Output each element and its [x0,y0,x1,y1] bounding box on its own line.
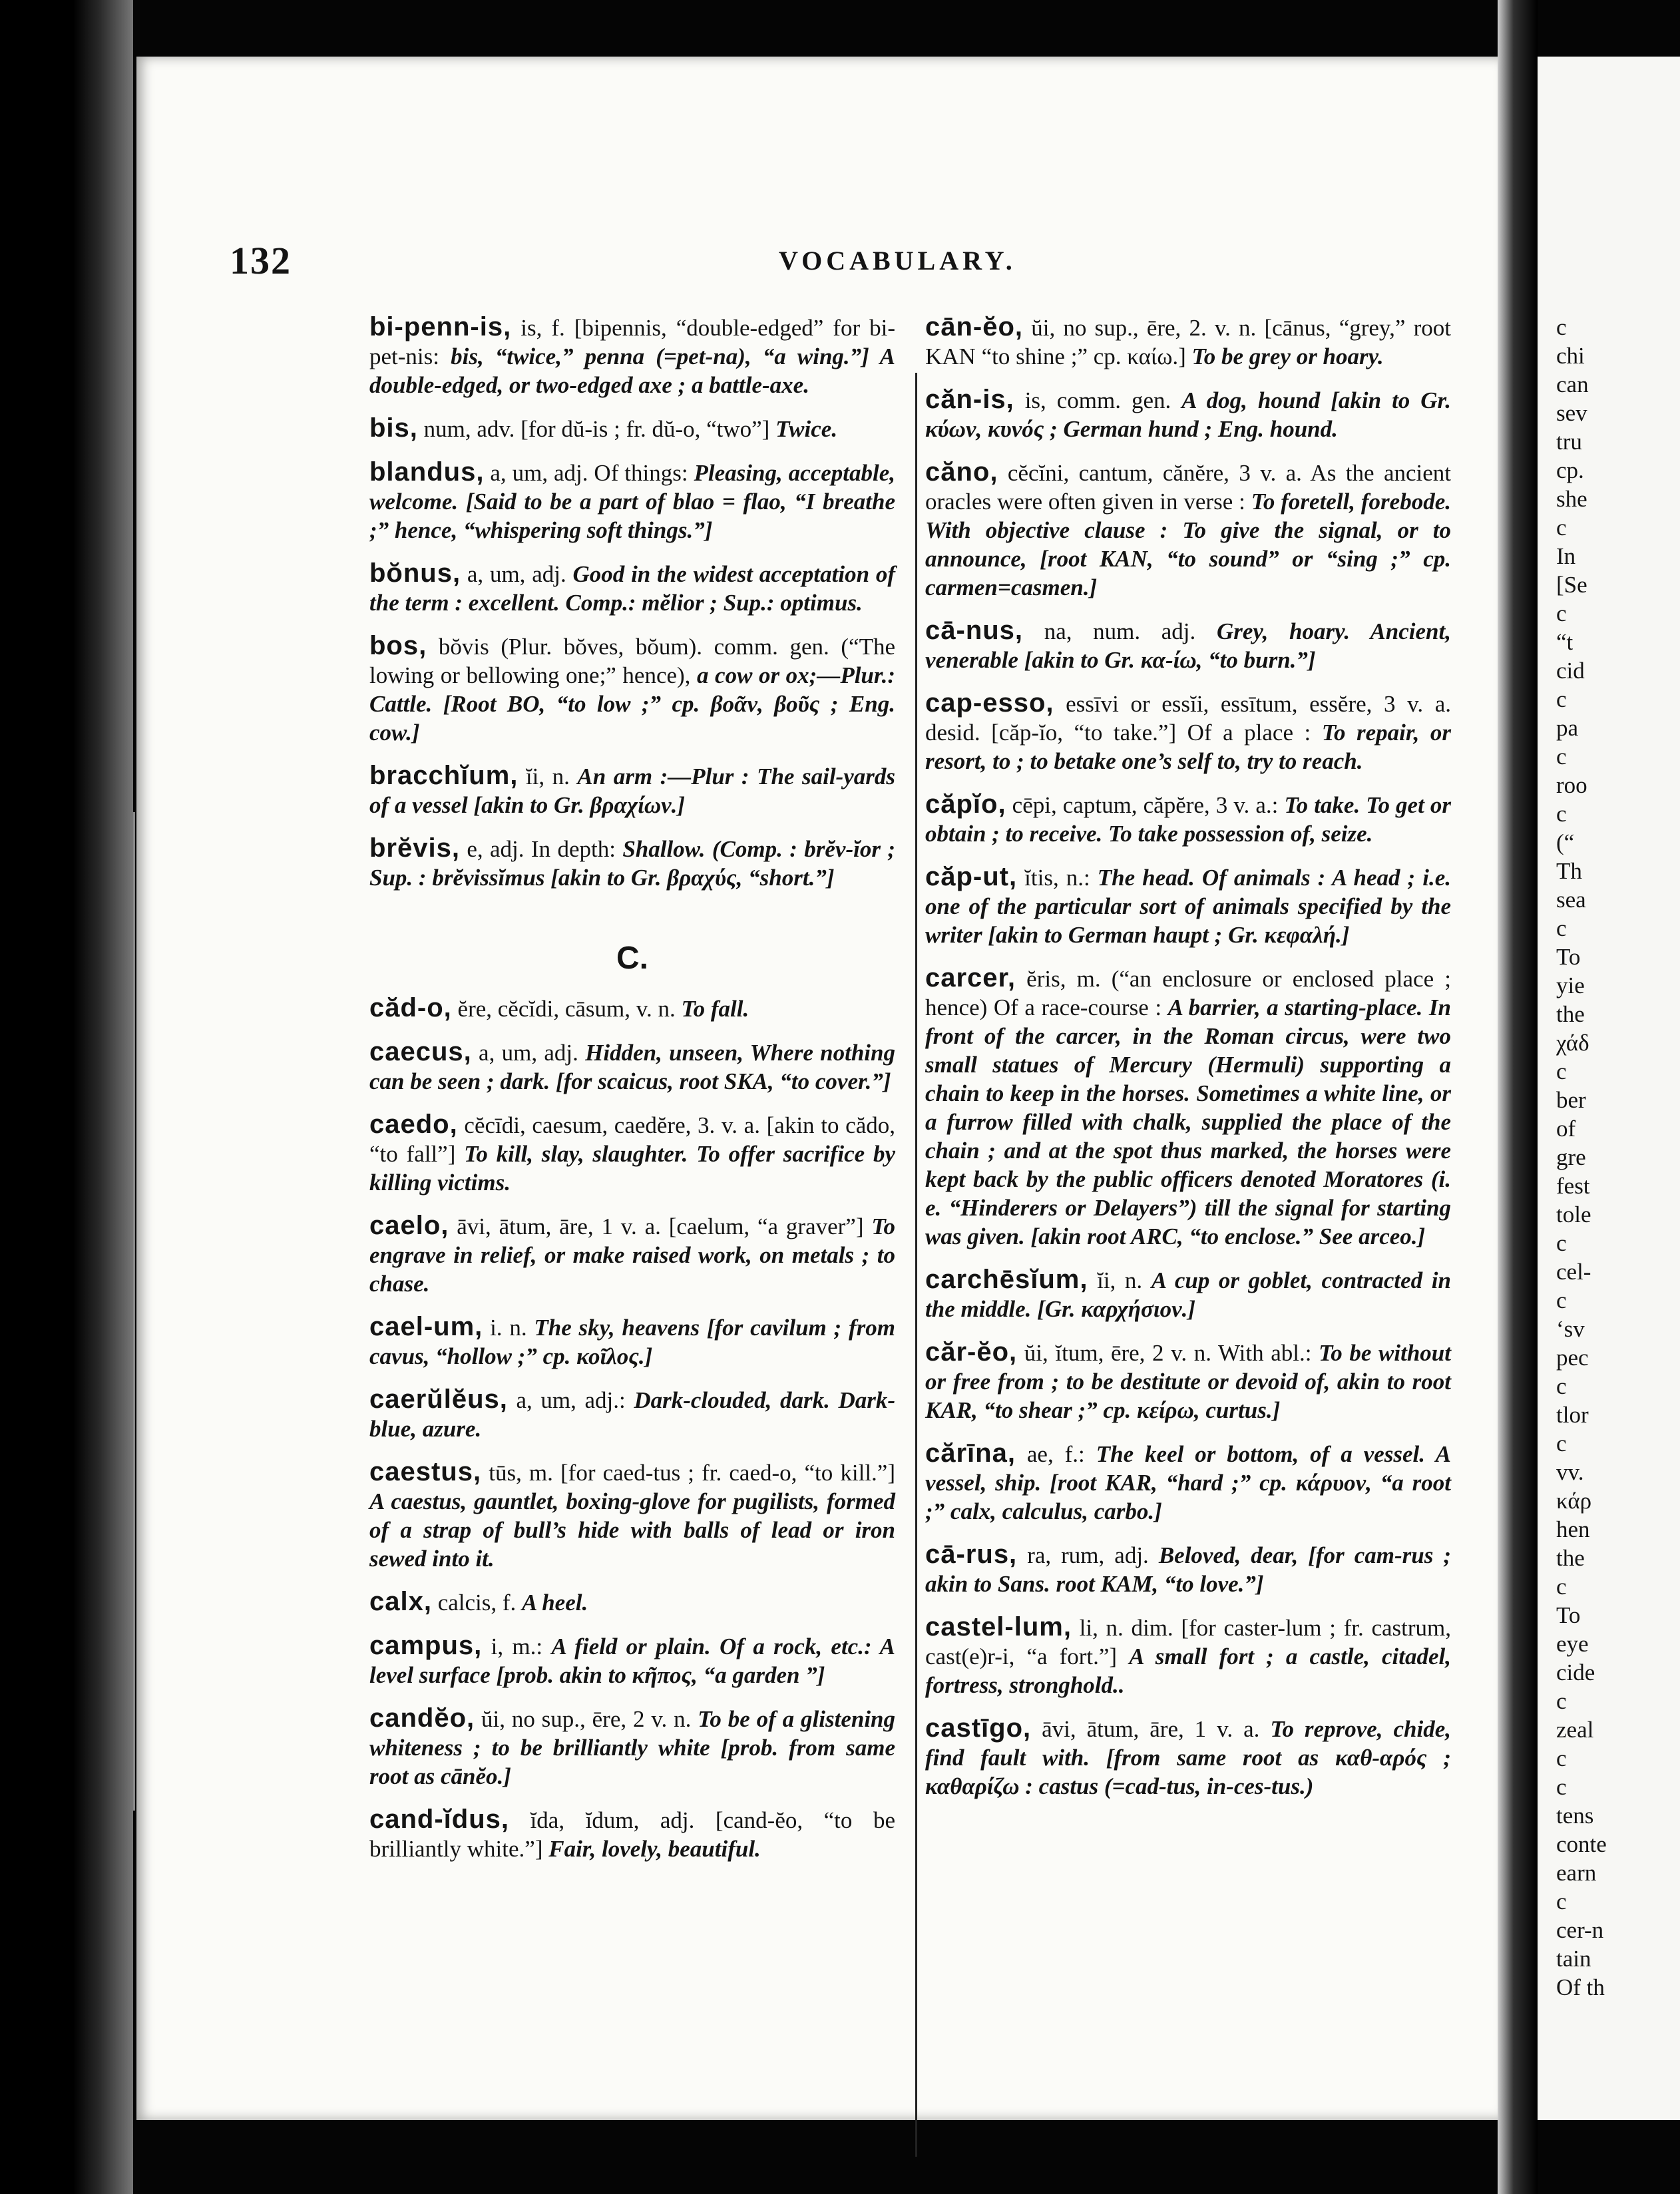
entry-headword: bi-penn-is, [369,312,512,341]
entry-headword: castel-lum, [925,1612,1072,1642]
next-page-fragment: cp. [1556,457,1584,483]
next-page-fragment: Th [1556,858,1582,884]
dictionary-entry [925,790,1451,848]
entry-definition: To kill, slay, slaughter. To offer sacrifice by killing victims. [369,1141,895,1196]
dictionary-entry [369,414,895,443]
entry-headword: căd-o, [369,993,452,1022]
entry-grammar: ra, rum, adj. [1017,1542,1159,1568]
dictionary-entry [369,1588,895,1617]
entry-grammar: e, adj. In depth: [459,836,623,862]
entry-grammar: i. n. [483,1315,534,1341]
dictionary-entry [369,994,895,1023]
entry-grammar: bŏvis (Plur. bŏves, bŏum). comm. gen. (“The lowing or bellowing one;” hence), [369,634,895,688]
next-page-fragment: cel- [1556,1259,1591,1285]
entry-grammar: āvi, ātum, āre, 1 v. a. [caelum, “a graver”] [449,1213,872,1239]
entry-headword: campus, [369,1631,483,1660]
running-head: VOCABULARY. [779,246,1016,276]
entry-grammar: āvi, ātum, āre, 1 v. a. [1031,1716,1271,1742]
next-page-fragment: of [1556,1116,1576,1142]
entry-grammar: ĭda, ĭdum, adj. [cand-ĕo, “to be brilliantly white.”] [369,1807,895,1862]
entry-headword: carcer, [925,963,1016,992]
entry-headword: caestus, [369,1457,482,1486]
entry-headword: castīgo, [925,1713,1032,1743]
entry-grammar: ĭtis, n.: [1017,865,1098,891]
entry-grammar: a, um, adj. Of things: [484,460,694,486]
entry-definition: The keel or bottom, of a vessel. A vessel, ship. [root KAR, “hard ;” cp. κάρυον, “a root ;” calx, calculus, carbo.] [925,1441,1451,1524]
binding-strip [1498,0,1538,2194]
entry-grammar: tūs, m. [for caed-tus ; fr. caed-o, “to kill.”] [481,1460,895,1486]
entry-headword: cā-nus, [925,616,1024,645]
dictionary-entry [925,616,1451,674]
next-page-fragment: c [1556,1888,1567,1914]
entry-definition: Fair, lovely, beautiful. [548,1836,761,1862]
next-page-fragment: To [1556,944,1581,970]
next-page-fragment: c [1556,1745,1567,1771]
entry-grammar: ĭi, n. [518,764,578,789]
dictionary-entry [369,1385,895,1443]
entry-headword: candĕo, [369,1703,475,1733]
next-page-fragment: c [1556,1688,1567,1714]
entry-grammar: a, um, adj.: [507,1387,634,1413]
entry-grammar: num, adv. [for dŭ-is ; fr. dŭ-o, “two”] [417,416,776,442]
entry-headword: caelo, [369,1211,449,1240]
entry-grammar: essīvi or essĭi, essītum, essĕre, 3 v. a. desid. [căp-ĭo, “to take.”] Of a place : [925,691,1451,746]
entry-headword: caecus, [369,1037,472,1066]
page-number: 132 [230,239,292,282]
dictionary-entry [925,385,1451,443]
next-page-fragment: c [1556,1574,1567,1600]
entry-grammar: li, n. dim. [for caster-lum ; fr. castrum, cast(e)r-i, “a fort.”] [925,1615,1451,1669]
entry-definition: To be without or free from ; to be destitute or devoid of, akin to root KAR, “to shear ;” cp. κείρω, curtus.] [925,1340,1451,1423]
next-page-fragment: ber [1556,1087,1586,1113]
next-page-fragment: tlor [1556,1402,1589,1428]
left-column [369,313,895,1878]
next-page-fragment: c [1556,1430,1567,1456]
next-page-fragment: she [1556,486,1587,512]
next-page-fragment: c [1556,1774,1567,1800]
entry-definition: To foretell, forebode. With objective clause : To give the signal, or to announce, [root KAN, “to sound” or “sing ;” cp. carmen=casmen.] [925,489,1452,600]
entry-headword: bos, [369,631,427,660]
next-page-edge [1538,57,1680,2120]
entry-definition: A small fort ; a castle, citadel, fortress, stronghold.. [925,1644,1452,1698]
dictionary-entry [925,689,1451,775]
dictionary-entry [369,1458,895,1573]
entry-grammar: is, comm. gen. [1014,387,1182,413]
entry-definition: Twice. [775,416,838,442]
entry-headword: cărīna, [925,1438,1016,1468]
dictionary-entry [369,1110,895,1197]
next-page-fragment: c [1556,1058,1567,1084]
entry-definition: bis, “twice,” penna (=pet-na), “a wing.”] A double-edged, or two-edged axe ; a battle-axe. [369,343,895,398]
entry-grammar: ĕris, m. (“an enclosure or enclosed place ; hence) Of a race-course : [925,966,1451,1020]
entry-definition: To repair, or resort, to ; to betake one’s self to, try to reach. [925,720,1451,774]
dictionary-entry [925,313,1451,371]
entry-definition: A caestus, gauntlet, boxing-glove for pugilists, formed of a strap of bull’s hide with balls of lead or iron sewed into it. [369,1488,895,1572]
dictionary-entry [925,1540,1451,1598]
next-page-fragment: earn [1556,1860,1597,1886]
entry-definition: To fall. [681,996,749,1022]
next-page-fragment: cide [1556,1659,1595,1685]
section-letter: C. [616,941,648,976]
next-page-fragment: tain [1556,1946,1591,1972]
entry-headword: bis, [369,413,418,443]
dictionary-entry [369,1038,895,1096]
entry-definition: To be of a glistening whiteness ; to be brilliantly white [prob. from same root as cānĕo.] [369,1706,896,1789]
column-rule [915,373,917,2157]
entry-headword: căp-ut, [925,862,1018,891]
next-page-fragment: tens [1556,1803,1594,1829]
next-page-fragment: c [1556,686,1567,712]
dictionary-entry [369,632,895,747]
next-page-fragment: cer-n [1556,1917,1604,1943]
scan-gutter-shadow [0,0,133,2194]
entry-definition: To be grey or hoary. [1191,343,1384,369]
dictionary-entry [925,863,1451,949]
next-page-fragment: “t [1556,629,1574,655]
dictionary-entry [369,1704,895,1791]
next-page-fragment: (“ [1556,829,1575,855]
entry-grammar: ŭi, no sup., ēre, 2 v. n. [475,1706,698,1732]
entry-headword: caerŭlĕus, [369,1385,508,1414]
next-page-fragment: c [1556,801,1567,827]
dictionary-entry [925,458,1451,602]
dictionary-entry [369,762,895,819]
next-page-fragment: roo [1556,772,1587,798]
next-page-fragment: the [1556,1545,1585,1571]
entry-definition: A heel. [522,1590,588,1616]
next-page-fragment: pa [1556,715,1579,741]
entry-headword: bracchĭum, [369,761,519,790]
next-page-fragment: conte [1556,1831,1607,1857]
next-page-fragment: ‘sv [1556,1316,1585,1342]
entry-grammar: ae, f.: [1015,1441,1096,1467]
entry-headword: calx, [369,1587,432,1616]
next-page-fragment: gre [1556,1144,1586,1170]
entry-definition: The sky, heavens [for cavilum ; from cavus, “hollow ;” cp. κοῖλος.] [369,1315,895,1369]
entry-definition: To take. To get or obtain ; to receive. To take possession of, seize. [925,792,1451,847]
entry-definition: Grey, hoary. Ancient, venerable [akin to Gr. κα-ίω, “to burn.”] [925,618,1451,673]
entry-headword: căpĭo, [925,789,1006,819]
entry-definition: An arm :—Plur : The sail-yards of a vessel [akin to Gr. βραχίων.] [369,764,895,818]
next-page-fragment: [Se [1556,572,1587,598]
entry-grammar: i, m.: [482,1634,552,1659]
entry-grammar: cĕcĭni, cantum, cănĕre, 3 v. a. As the ancient oracles were often given in verse : [925,460,1451,515]
next-page-fragment: Of th [1556,1974,1605,2000]
dictionary-entry [925,1439,1451,1526]
entry-headword: brĕvis, [369,833,460,863]
entry-grammar: calcis, f. [431,1590,523,1616]
right-column [925,313,1451,1815]
next-page-fragment: c [1556,314,1567,340]
entry-headword: caedo, [369,1110,458,1139]
entry-grammar: ĕre, cĕcĭdi, cāsum, v. n. [451,996,682,1022]
dictionary-entry [925,1613,1451,1699]
dictionary-entry [369,458,895,545]
entry-definition: Shallow. (Comp. : brĕv-ĭor ; Sup. : brĕvissĭmus [akin to Gr. βραχύς, “short.”] [369,836,895,891]
next-page-fragments [1538,313,1607,2002]
next-page-fragment: pec [1556,1345,1589,1371]
next-page-fragment: c [1556,515,1567,541]
dictionary-entry [369,1313,895,1371]
entry-definition: A field or plain. Of a rock, etc.: A level surface [prob. akin to κῆπος, “a garden ”] [369,1634,895,1688]
next-page-fragment: c [1556,1287,1567,1313]
entry-grammar: ŭi, no sup., ēre, 2. v. n. [cānus, “grey,” root KAN “to shine ;” cp. καίω.] [925,315,1451,369]
entry-definition: Hidden, unseen, Where nothing can be seen ; dark. [for scaicus, root SKA, “to cover.”] [369,1040,895,1094]
dictionary-entry [369,559,895,617]
entry-headword: cap-esso, [925,688,1054,718]
dictionary-entry [925,1338,1451,1425]
next-page-fragment: cid [1556,658,1585,684]
next-page-fragment: vv. [1556,1459,1584,1485]
entry-grammar: ĭi, n. [1088,1267,1152,1293]
next-page-fragment: c [1556,1230,1567,1256]
next-page-fragment: c [1556,600,1567,626]
entry-headword: cael-um, [369,1312,483,1341]
entry-definition: Dark-clouded, dark. Dark-blue, azure. [369,1387,896,1442]
entry-definition: To reprove, chide, find fault with. [from same root as καθ-αρός ; καθαρίζω : castus (=cad-tus, in-ces-tus.) [925,1716,1451,1799]
dictionary-entry [369,834,895,892]
dictionary-entry [369,313,895,399]
dictionary-entry [925,1265,1451,1323]
entry-headword: cand-ĭdus, [369,1805,510,1834]
entry-headword: carchēsĭum, [925,1265,1088,1294]
entry-definition: A cup or goblet, contracted in the middle. [Gr. καρχήσιον.] [925,1267,1451,1322]
entry-definition: Good in the widest acceptation of the term : excellent. Comp.: mĕlior ; Sup.: optimus. [369,561,895,616]
next-page-fragment: eye [1556,1631,1589,1657]
entry-definition: To engrave in relief, or make raised work, on metals ; to chase. [369,1213,895,1297]
entry-headword: căno, [925,457,998,487]
next-page-fragment: tole [1556,1202,1591,1227]
dictionary-entry [925,964,1451,1251]
entry-headword: blandus, [369,457,485,487]
entry-headword: cā-rus, [925,1540,1018,1569]
entry-headword: căr-ĕo, [925,1337,1018,1367]
entry-definition: a cow or ox;—Plur.: Cattle. [Root BO, “to low ;” cp. βοᾶν, βοῦς ; Eng. cow.] [369,662,895,746]
entry-headword: cān-ĕo, [925,312,1024,341]
next-page-fragment: χάδ [1556,1030,1589,1056]
entry-grammar: cĕcīdi, caesum, caedĕre, 3. v. a. [akin to cădo, “to fall”] [369,1112,895,1167]
entry-definition: A barrier, a starting-place. In front of the carcer, in the Roman circus, were two small statues of Mercury (Hermuli) supporting a chain to keep in the horses. Sometimes a white line, or a furrow filled with chalk, supplied the place of the chain ; and at the spot thus marked, the horses were kept back by the public officers denoted Moratores (i. e. “Hinderers or Delayers”) till the signal for starting was given. [akin root ARC, “to enclose.” See arceo.] [925,994,1451,1249]
entry-headword: căn-is, [925,385,1014,414]
dictionary-entry [369,1805,895,1863]
next-page-fragment: hen [1556,1516,1590,1542]
entry-grammar: ŭi, ĭtum, ēre, 2 v. n. With abl.: [1017,1340,1319,1366]
dictionary-entry [925,1714,1451,1801]
next-page-fragment: To [1556,1602,1581,1628]
entry-definition: Beloved, dear, [for cam-rus ; akin to Sans. root KAM, “to love.”] [925,1542,1452,1597]
entry-headword: bŏnus, [369,558,461,588]
entry-grammar: a, um, adj. [461,561,573,587]
next-page-fragment: c [1556,1373,1567,1399]
next-page-fragment: fest [1556,1173,1590,1199]
entry-definition: The head. Of animals : A head ; i.e. one of the particular sort of animals specified by the writer [akin to German haupt ; Gr. κεφαλή.] [925,865,1451,948]
entry-grammar: cēpi, captum, căpĕre, 3 v. a.: [1006,792,1285,818]
next-page-fragment: tru [1556,429,1582,455]
next-page-fragment: κάρ [1556,1488,1592,1514]
next-page-fragment: c [1556,915,1567,941]
dictionary-entry [369,1211,895,1298]
next-page-fragment: can [1556,371,1589,397]
next-page-fragment: c [1556,744,1567,769]
entry-grammar: a, um, adj. [471,1040,586,1066]
next-page-fragment: zeal [1556,1717,1594,1743]
dictionary-entry [369,1632,895,1689]
next-page-fragment: sev [1556,400,1587,426]
entry-grammar: is, f. [bipennis, “double-edged” for bi-pet-nis: [369,315,895,369]
next-page-fragment: yie [1556,973,1585,998]
next-page-fragment: chi [1556,343,1585,369]
entry-definition: Pleasing, acceptable, welcome. [Said to be a part of blao = flao, “I breathe ;” hence, “whispering soft things.”] [369,460,895,543]
next-page-fragment: sea [1556,887,1586,913]
entry-definition: A dog, hound [akin to Gr. κύων, κυνός ; German hund ; Eng. hound. [925,387,1451,442]
next-page-fragment: the [1556,1001,1585,1027]
next-page-fragment: In [1556,543,1576,569]
entry-grammar: na, num. adj. [1023,618,1217,644]
